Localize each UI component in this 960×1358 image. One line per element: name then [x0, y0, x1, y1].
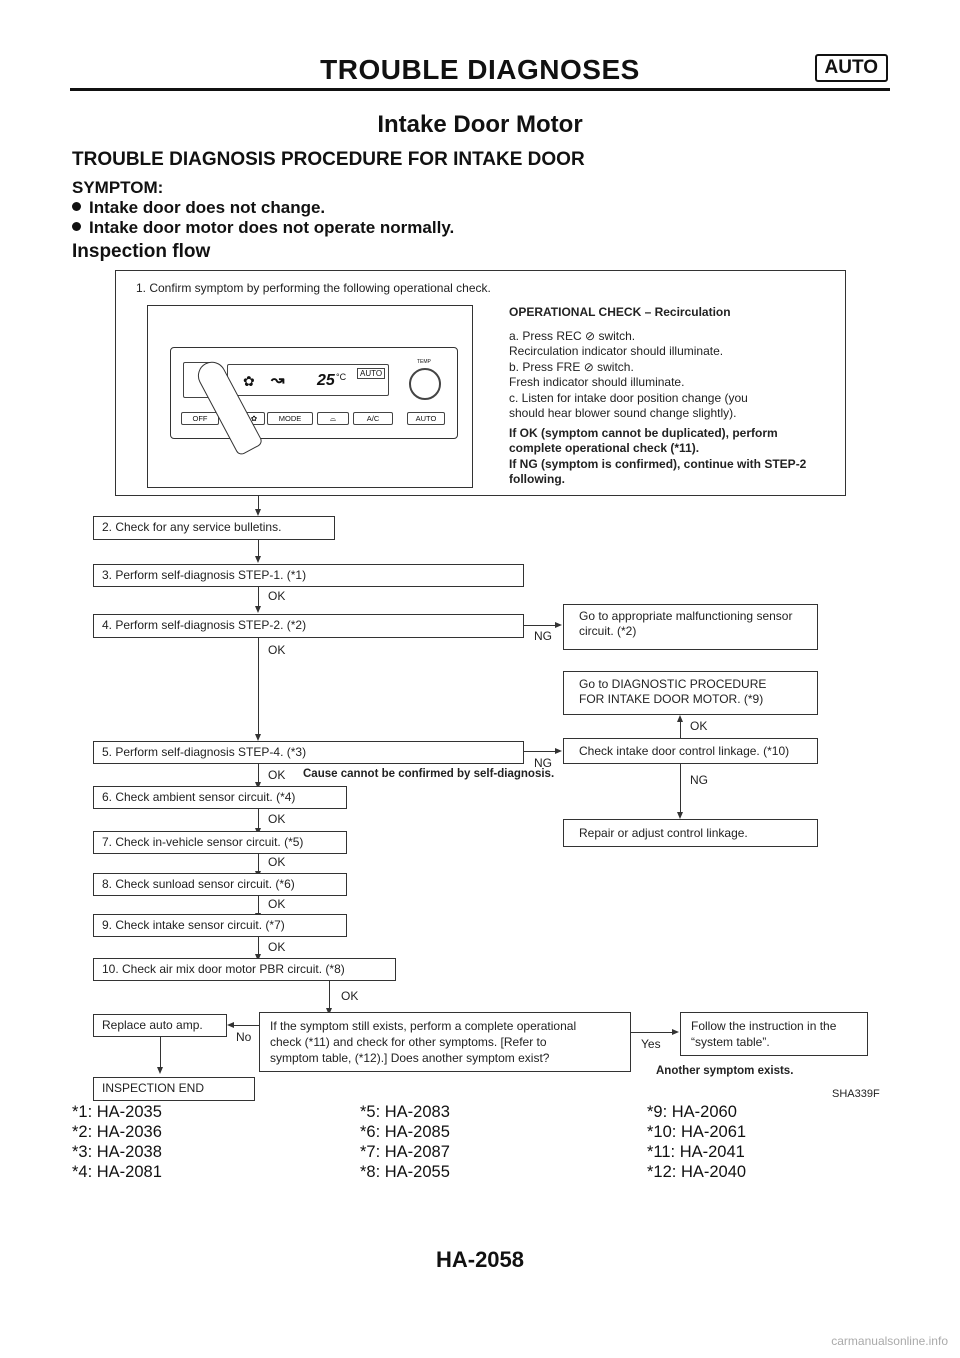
- ok-label: OK: [268, 589, 286, 603]
- reference-item: *7: HA-2087: [360, 1143, 450, 1161]
- reference-item: *5: HA-2083: [360, 1103, 450, 1121]
- ok-label: OK: [268, 940, 286, 954]
- ok-label: OK: [690, 719, 708, 733]
- arrow-down-icon: [255, 509, 261, 516]
- symptom-exists-box: [259, 1012, 631, 1072]
- header-rule: [70, 88, 890, 91]
- flow-title: Inspection flow: [72, 241, 211, 262]
- follow-line-1: Follow the instruction in the: [691, 1019, 837, 1033]
- reference-item: *3: HA-2038: [72, 1143, 162, 1161]
- connector: [233, 1025, 259, 1026]
- fan-icon: ✿: [243, 373, 255, 389]
- op-check-a2: Recirculation indicator should illuminate.: [509, 344, 724, 358]
- references-col1: [72, 1102, 162, 1182]
- connector: [258, 764, 259, 784]
- header-badge: AUTO: [815, 54, 888, 82]
- connector: [680, 764, 681, 814]
- diagnostic-procedure-box: [563, 671, 818, 715]
- ng-label: NG: [690, 773, 708, 787]
- inspection-end-box: INSPECTION END: [93, 1077, 255, 1101]
- reference-item: *4: HA-2081: [72, 1163, 162, 1181]
- another-symptom-note: Another symptom exists.: [656, 1065, 794, 1077]
- arrow-down-icon: [677, 812, 683, 819]
- arrow-down-icon: [255, 734, 261, 741]
- follow-box: [680, 1012, 868, 1056]
- replace-box: Replace auto amp.: [93, 1014, 227, 1037]
- step3-box: 3. Perform self-diagnosis STEP-1. (*1): [93, 564, 524, 587]
- temp-knob: [409, 368, 441, 400]
- reference-item: *2: HA-2036: [72, 1123, 162, 1141]
- operational-check: [509, 305, 806, 488]
- figure-id: SHA339F: [832, 1088, 880, 1100]
- connector: [524, 751, 556, 752]
- airflow-icon: ↝: [271, 372, 285, 389]
- ac-button: A/C: [353, 412, 393, 425]
- page-title: Intake Door Motor: [377, 111, 583, 138]
- temp-knob-label: TEMP: [417, 359, 431, 365]
- arrow-down-icon: [255, 556, 261, 563]
- linkage-check-box: Check intake door control linkage. (*10): [563, 738, 818, 764]
- panel-temp: 25: [317, 372, 335, 389]
- linkage-repair-box: Repair or adjust control linkage.: [563, 819, 818, 847]
- reference-item: *8: HA-2055: [360, 1163, 450, 1181]
- ng-label: NG: [534, 756, 552, 770]
- ok-label: OK: [268, 768, 286, 782]
- reference-item: *6: HA-2085: [360, 1123, 450, 1141]
- reference-item: *1: HA-2035: [72, 1103, 162, 1121]
- references-col3: [647, 1102, 746, 1182]
- op-check-c1: c. Listen for intake door position change (you: [509, 390, 748, 405]
- diag-line-2: FOR INTAKE DOOR MOTOR. (*9): [579, 692, 764, 706]
- arrow-right-icon: [672, 1029, 679, 1035]
- arrow-down-icon: [255, 606, 261, 613]
- step10-box: 10. Check air mix door motor PBR circuit. (*8): [93, 958, 396, 981]
- ok-label: OK: [268, 897, 286, 911]
- ok-label: OK: [268, 855, 286, 869]
- bullet-icon: [72, 222, 81, 231]
- op-check-b2: Fresh indicator should illuminate.: [509, 375, 685, 389]
- arrow-down-icon: [157, 1067, 163, 1074]
- reference-item: *9: HA-2060: [647, 1103, 737, 1121]
- ok-label: OK: [268, 812, 286, 826]
- arrow-right-icon: [555, 622, 562, 628]
- connector: [631, 1032, 673, 1033]
- footer-url[interactable]: carmanualsonline.info: [831, 1334, 948, 1348]
- references-col2: [360, 1102, 450, 1182]
- op-check-c2: should hear blower sound change slightly).: [509, 406, 737, 420]
- op-check-ng2: following.: [509, 472, 565, 486]
- ng-label: NG: [534, 629, 552, 643]
- step8-box: 8. Check sunload sensor circuit. (*6): [93, 873, 347, 896]
- step2-box: 2. Check for any service bulletins.: [93, 516, 335, 540]
- step6-box: 6. Check ambient sensor circuit. (*4): [93, 786, 347, 809]
- follow-line-2: “system table”.: [691, 1035, 770, 1049]
- reference-item: *12: HA-2040: [647, 1163, 747, 1181]
- arrow-right-icon: [555, 748, 562, 754]
- exists-line-2: check (*11) and check for other symptoms. [Refer to: [270, 1035, 547, 1049]
- exists-line-3: symptom table, (*12).] Does another symptom exist?: [270, 1051, 550, 1065]
- fan-button: ✿: [243, 412, 265, 425]
- connector: [680, 720, 681, 738]
- op-check-title: OPERATIONAL CHECK – Recirculation: [509, 305, 731, 319]
- step9-box: 9. Check intake sensor circuit. (*7): [93, 914, 347, 937]
- ok-label: OK: [268, 643, 286, 657]
- connector: [258, 638, 259, 736]
- symptom-label: SYMPTOM:: [72, 178, 164, 197]
- bullet-icon: [72, 202, 81, 211]
- page-header: [70, 52, 890, 86]
- mode-button: MODE: [267, 412, 313, 425]
- reference-item: *11: HA-2041: [647, 1143, 745, 1161]
- op-check-b1: b. Press FRE ⊘ switch.: [509, 359, 634, 374]
- diag-line-1: Go to DIAGNOSTIC PROCEDURE: [579, 677, 767, 691]
- control-panel-illustration: [170, 347, 458, 439]
- connector: [160, 1037, 161, 1069]
- step4-box: 4. Perform self-diagnosis STEP-2. (*2): [93, 614, 524, 638]
- op-check-a1: a. Press REC ⊘ switch.: [509, 328, 636, 343]
- step7-box: 7. Check in-vehicle sensor circuit. (*5): [93, 831, 347, 854]
- panel-unit: °C: [336, 372, 347, 382]
- step5-box: 5. Perform self-diagnosis STEP-4. (*3): [93, 741, 524, 764]
- reference-item: *10: HA-2061: [647, 1123, 747, 1141]
- symptom-item: Intake door does not change.: [72, 198, 325, 218]
- header-title: TROUBLE DIAGNOSES: [320, 54, 640, 85]
- no-label: No: [236, 1030, 252, 1044]
- exists-line-1: If the symptom still exists, perform a complete operational: [270, 1019, 577, 1033]
- cause-note: Cause cannot be confirmed by self-diagnosis.: [303, 768, 555, 780]
- step1-text: 1. Confirm symptom by performing the following operational check.: [136, 281, 491, 295]
- ok-label: OK: [341, 989, 359, 1003]
- op-check-ng1: If NG (symptom is confirmed), continue with STEP-2: [509, 456, 807, 471]
- fre-icon: ⊘: [583, 359, 594, 374]
- section-title: TROUBLE DIAGNOSIS PROCEDURE FOR INTAKE DOOR: [72, 149, 585, 170]
- defrost-button: ⌓: [317, 412, 349, 425]
- off-button: OFF: [181, 412, 219, 425]
- rec-icon: ⊘: [585, 328, 596, 343]
- panel-auto-indicator: AUTO: [357, 368, 385, 379]
- op-check-ok2: complete operational check (*11).: [509, 441, 700, 455]
- page-number: HA-2058: [435, 1247, 525, 1272]
- op-check-ok1: If OK (symptom cannot be duplicated), perform: [509, 425, 778, 440]
- auto-button: AUTO: [407, 412, 445, 425]
- step4-ng-box: Go to appropriate malfunctioning sensor circuit. (*2): [563, 604, 818, 650]
- connector: [524, 625, 556, 626]
- yes-label: Yes: [641, 1037, 661, 1051]
- symptom-item: Intake door motor does not operate normally.: [72, 218, 454, 238]
